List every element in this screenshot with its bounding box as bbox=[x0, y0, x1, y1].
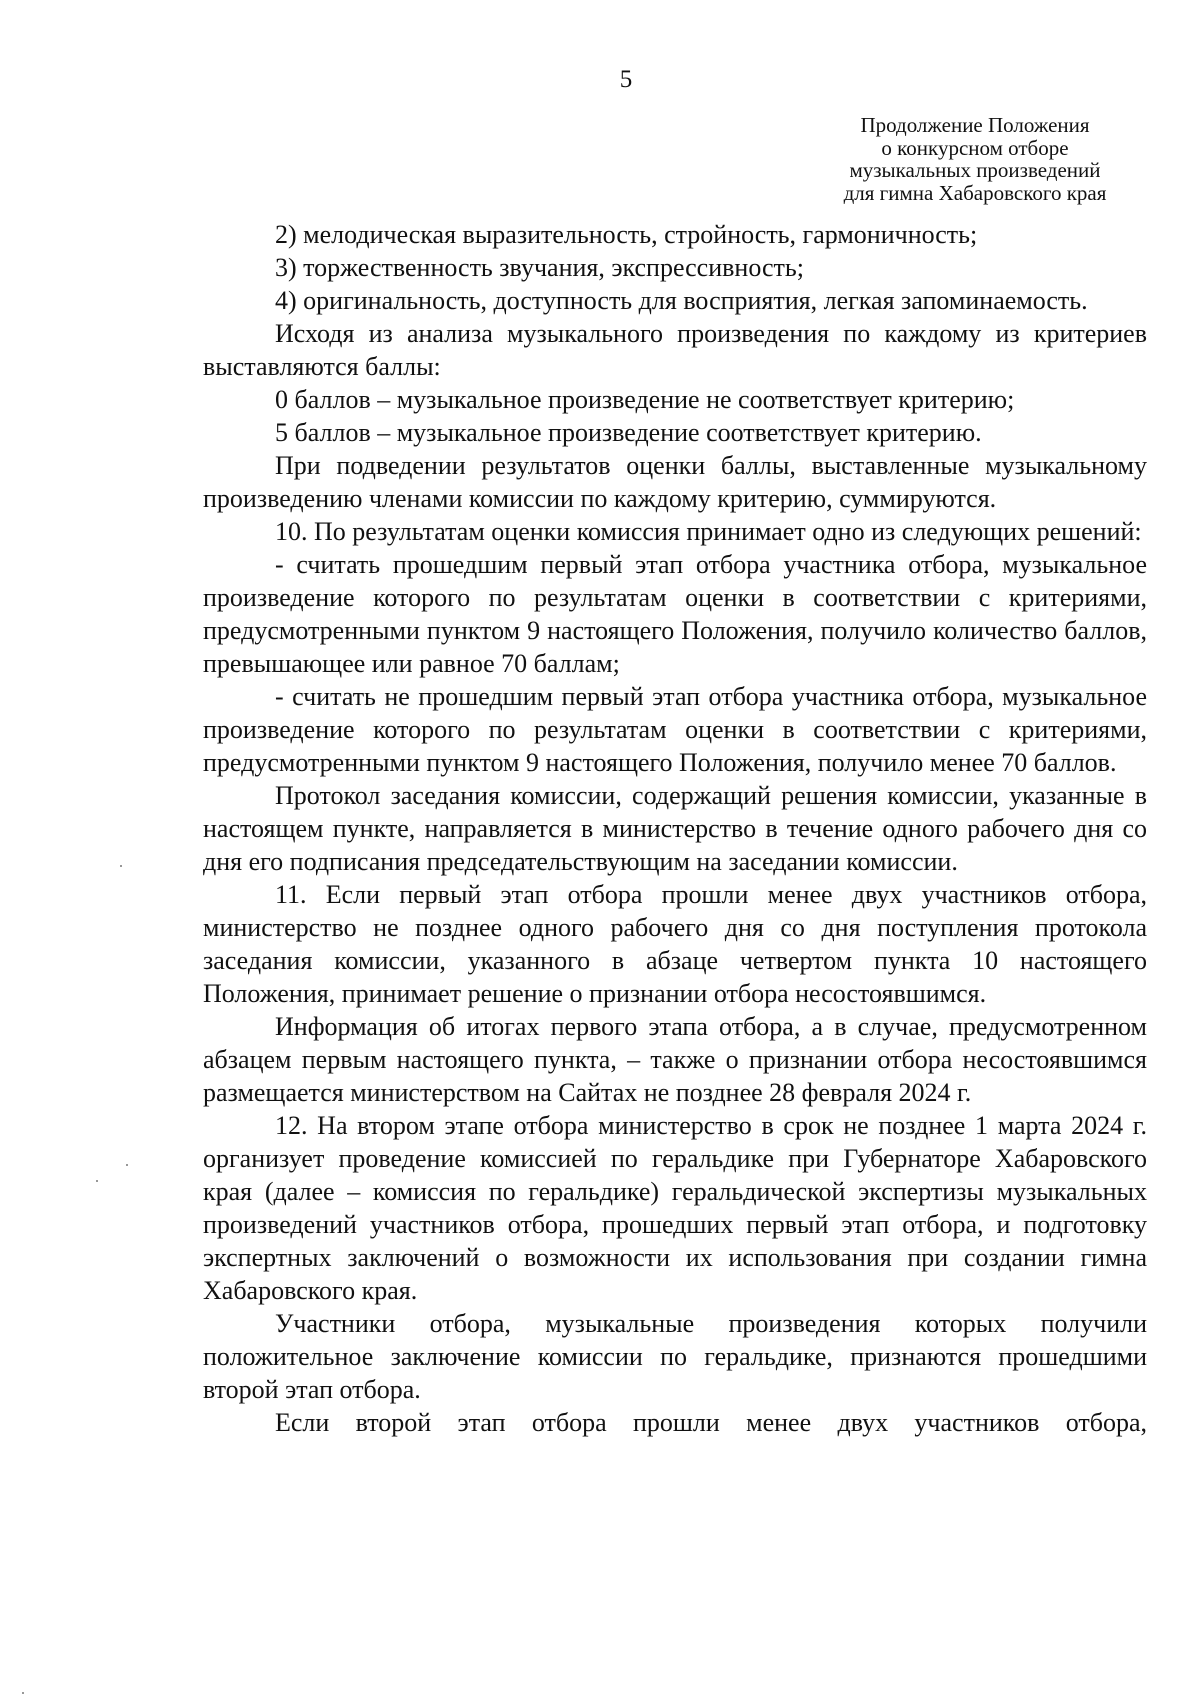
paragraph-second-stage-passed: Участники отбора, музыкальные произведения которых получили положительное заключение комиссии по геральдике, признаются прошедшими второй этап отбора. bbox=[203, 1309, 1147, 1404]
scan-speck bbox=[120, 865, 122, 867]
paragraph-item-11: 11. Если первый этап отбора прошли менее двух участников отбора, министерство не позднее одного рабочего дня со дня поступления протокола заседания комиссии, указанного в абзаце четвертом пункта 10 настоящего Положения, принимает решение о признании отбора несостоявшимся. bbox=[203, 880, 1147, 1008]
scan-speck bbox=[126, 1164, 128, 1166]
header-line-4: для гимна Хабаровского края bbox=[843, 180, 1107, 205]
paragraph-summation: При подведении результатов оценки баллы, выставленные музыкальному произведению членами комиссии по каждому критерию, суммируются. bbox=[203, 451, 1147, 513]
paragraph-decision-not-passed: - считать не прошедшим первый этап отбора участника отбора, музыкальное произведение которого по результатам оценки в соответствии с критериями, предусмотренными пунктом 9 настоящего Положения, получило менее 70 баллов. bbox=[203, 682, 1147, 777]
header-line-1: Продолжение Положения bbox=[860, 113, 1090, 137]
paragraph-information: Информация об итогах первого этапа отбора, а в случае, предусмотренном абзацем первым настоящего пункта, – также о признании отбора несостоявшимся размещается министерством на Сайтах не позднее 28 февраля 2024 г. bbox=[203, 1012, 1147, 1107]
paragraph-item-12: 12. На втором этапе отбора министерство в срок не позднее 1 марта 2024 г. организует проведение комиссией по геральдике при Губернаторе Хабаровского края (далее – комиссия по геральдике) геральдической экспертизы музыкальных произведений участников отбора, прошедших первый этап отбора, и подготовку экспертных заключений о возможности их использования при создании гимна Хабаровского края. bbox=[203, 1111, 1147, 1305]
document-header bbox=[780, 114, 1170, 204]
document-body bbox=[203, 218, 1147, 1439]
paragraph-decision-passed: - считать прошедшим первый этап отбора участника отбора, музыкальное произведение которого по результатам оценки в соответствии с критериями, предусмотренными пунктом 9 настоящего Положения, получило количество баллов, превышающее или равное 70 баллам; bbox=[203, 550, 1147, 678]
header-line-3: музыкальных произведений bbox=[849, 158, 1101, 182]
paragraph-criterion-4: 4) оригинальность, доступность для восприятия, легкая запоминаемость. bbox=[275, 286, 1088, 315]
paragraph-item-10: 10. По результатам оценки комиссия принимает одно из следующих решений: bbox=[275, 517, 1142, 546]
paragraph-score-5: 5 баллов – музыкальное произведение соответствует критерию. bbox=[275, 418, 982, 447]
paragraph-criterion-3: 3) торжественность звучания, экспрессивность; bbox=[275, 253, 804, 282]
paragraph-second-stage-fail: Если второй этап отбора прошли менее двух участников отбора, bbox=[275, 1408, 1147, 1437]
header-line-2: о конкурсном отборе bbox=[881, 135, 1069, 160]
page-number: 5 bbox=[619, 66, 633, 93]
paragraph-protocol: Протокол заседания комиссии, содержащий решения комиссии, указанные в настоящем пункте, направляется в министерство в течение одного рабочего дня со дня его подписания председательствующим на заседании комиссии. bbox=[203, 781, 1147, 876]
paragraph-criterion-2: 2) мелодическая выразительность, стройность, гармоничность; bbox=[275, 220, 978, 249]
scan-speck bbox=[96, 1180, 98, 1182]
paragraph-scoring-intro: Исходя из анализа музыкального произведения по каждому из критериев выставляются баллы: bbox=[203, 319, 1147, 381]
scan-speck bbox=[22, 1692, 24, 1694]
paragraph-score-0: 0 баллов – музыкальное произведение не соответствует критерию; bbox=[275, 385, 1015, 414]
